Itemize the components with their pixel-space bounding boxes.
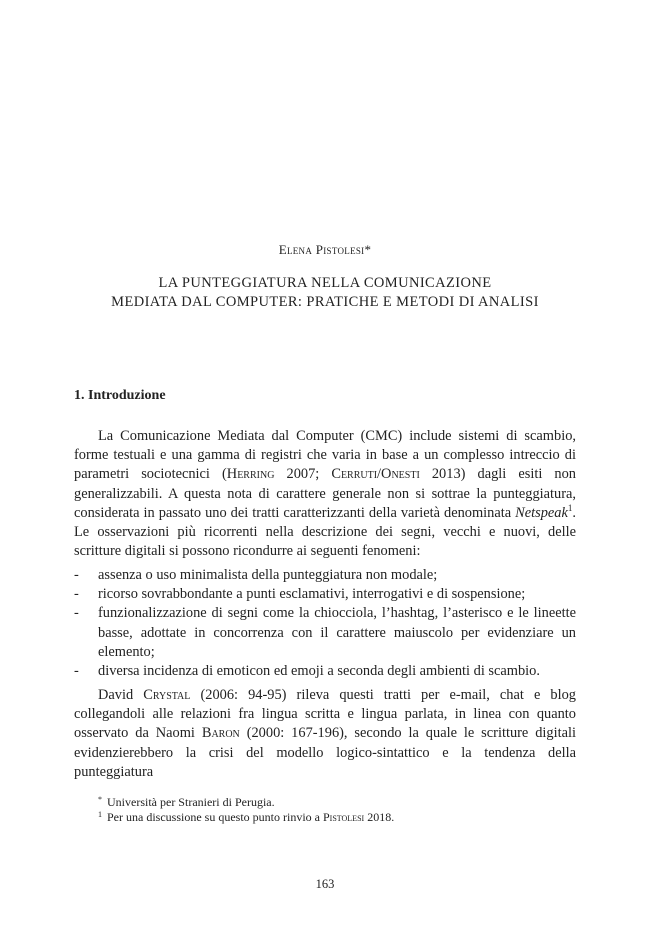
citation: Pistolesi	[322, 810, 365, 824]
citation: Cerruti/Onesti	[331, 466, 420, 483]
citation: Herring	[226, 466, 275, 483]
footnote-1: 1 Per una discussione su questo punto rinvio a Pistolesi 2018.	[98, 810, 395, 824]
paragraph-2: David Crystal (2006: 94-95) rileva questi tratti per e-mail, chat e blog collegandoli alle relazioni fra lingua scritta e lingua parlata, in linea con quanto osservato da Naomi Baron (2000: 167-196), secondo la quale le scritture digitali evidenzierebbero la crisi del modello logico-sintattico e la tendenza della punteggiatura	[74, 687, 576, 780]
footnotes	[98, 795, 578, 825]
citation: Crystal	[143, 687, 191, 703]
title-line-2: MEDIATA DAL COMPUTER: PRATICHE E METODI DI ANALISI	[111, 294, 539, 310]
page-number: 163	[315, 877, 335, 891]
section-heading: 1. Introduzione	[74, 388, 166, 403]
title-line-1: LA PUNTEGGIATURA NELLA COMUNICAZIONE	[158, 275, 492, 291]
phenomena-list	[74, 566, 576, 681]
list-item: - ricorso sovrabbondante a punti esclamativi, interrogativi e di sospensione;	[74, 586, 526, 603]
footnote-ref: 1	[567, 503, 573, 514]
list-item: - assenza o uso minimalista della punteggiatura non modale;	[74, 567, 438, 583]
footnote-affiliation: * Università per Stranieri di Perugia.	[98, 795, 275, 809]
list-item: - funzionalizzazione di segni come la chiocciola, l’hashtag, l’asterisco e le lineette basse, adottate in concorrenza con il carattere maiuscolo per evidenziare un elemento;	[74, 605, 576, 660]
article-title	[0, 274, 650, 312]
list-item: - diversa incidenza di emoticon ed emoji a seconda degli ambienti di scambio.	[74, 663, 540, 680]
paragraph-1: La Comunicazione Mediata dal Computer (CMC) include sistemi di scambio, forme testuali e una gamma di registri che varia in base a un complesso intreccio di parametri sociotecnici (Herring 2007; Cerruti/Onesti 2013) dagli esiti non generalizzabili. A questa nota di carattere generale non si sottrae la punteggiatura, considerata in passato uno dei tratti caratterizzanti della varietà denominata Netspeak$^1$. Le osservazioni più ricorrenti nella descrizione dei segni, vecchi e nuovi, delle scritture digitali si possono ricondurre ai seguenti fenomeni:	[74, 428, 576, 560]
term-netspeak: Netspeak	[515, 504, 568, 521]
author-name: Elena Pistolesi*	[278, 242, 372, 257]
citation: Baron	[201, 725, 240, 742]
